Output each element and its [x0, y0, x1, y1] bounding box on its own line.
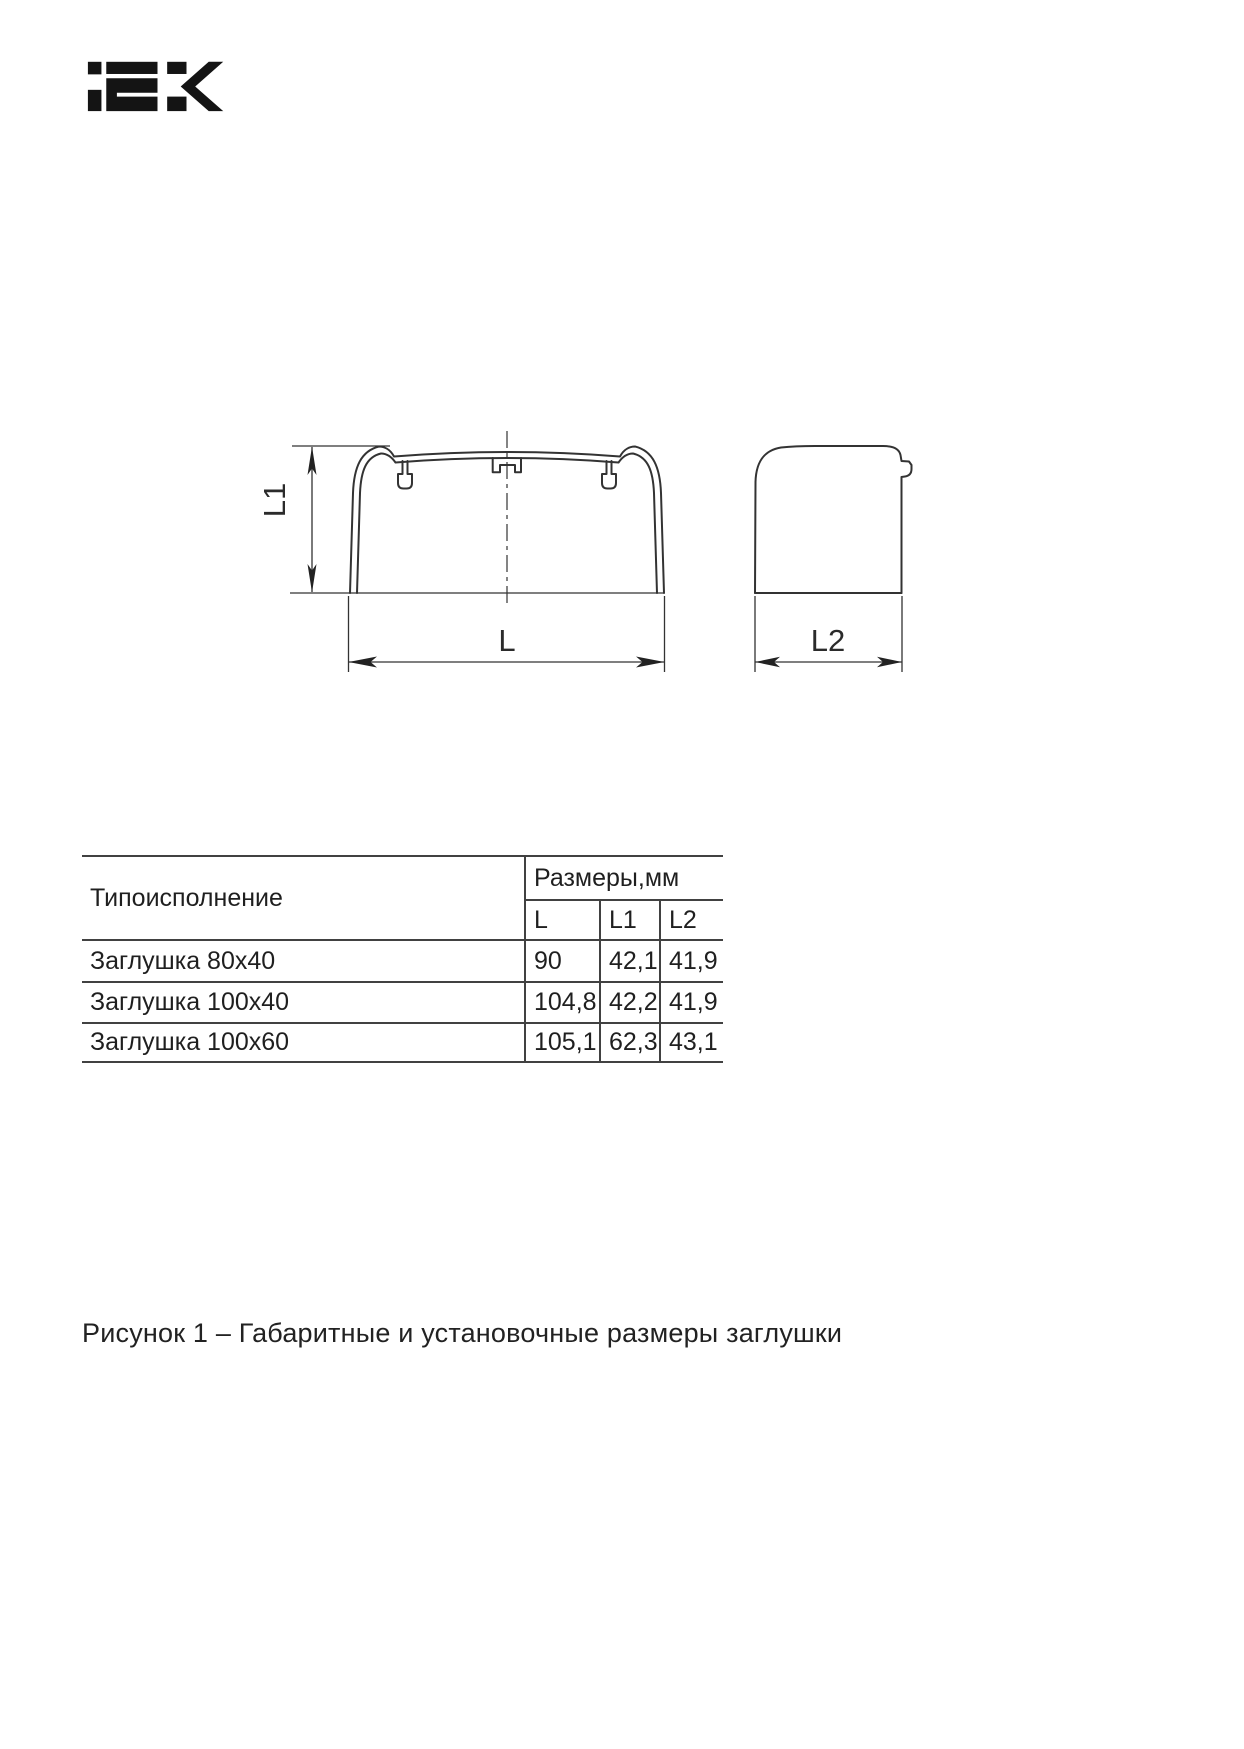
row-type-label: Заглушка 80х40 [82, 940, 525, 982]
table-row [82, 940, 723, 982]
subheader-l: L [525, 900, 600, 940]
row-l2-value: 41,9 [660, 982, 723, 1023]
front-view-left-pin [398, 461, 412, 489]
row-l1-value: 62,3 [600, 1023, 660, 1062]
dimensions-table [82, 855, 723, 1063]
subheader-l1: L1 [600, 900, 660, 940]
col-header-type: Типоисполнение [82, 856, 525, 940]
dim-label-l2: L2 [810, 623, 846, 658]
dim-label-l1: L1 [257, 482, 292, 518]
row-type-label: Заглушка 100х60 [82, 1023, 525, 1062]
table-row [82, 982, 723, 1023]
row-l-value: 104,8 [525, 982, 600, 1023]
row-type-label: Заглушка 100х40 [82, 982, 525, 1023]
iek-logo-glyphs [88, 62, 223, 111]
figure-caption: Рисунок 1 – Габаритные и установочные размеры заглушки [82, 1318, 843, 1348]
iek-logo [85, 52, 230, 118]
front-view-right-pin [602, 461, 616, 489]
side-view-profile [755, 446, 912, 593]
row-l-value: 105,1 [525, 1023, 600, 1062]
table-row [82, 1023, 723, 1062]
dim-label-l: L [498, 623, 516, 658]
subheader-l2: L2 [660, 900, 723, 940]
table-header-row [82, 856, 723, 900]
row-l-value: 90 [525, 940, 600, 982]
row-l1-value: 42,2 [600, 982, 660, 1023]
row-l2-value: 41,9 [660, 940, 723, 982]
row-l2-value: 43,1 [660, 1023, 723, 1062]
col-header-sizes: Размеры,мм [525, 856, 723, 900]
row-l1-value: 42,1 [600, 940, 660, 982]
dimension-drawing [240, 370, 950, 690]
